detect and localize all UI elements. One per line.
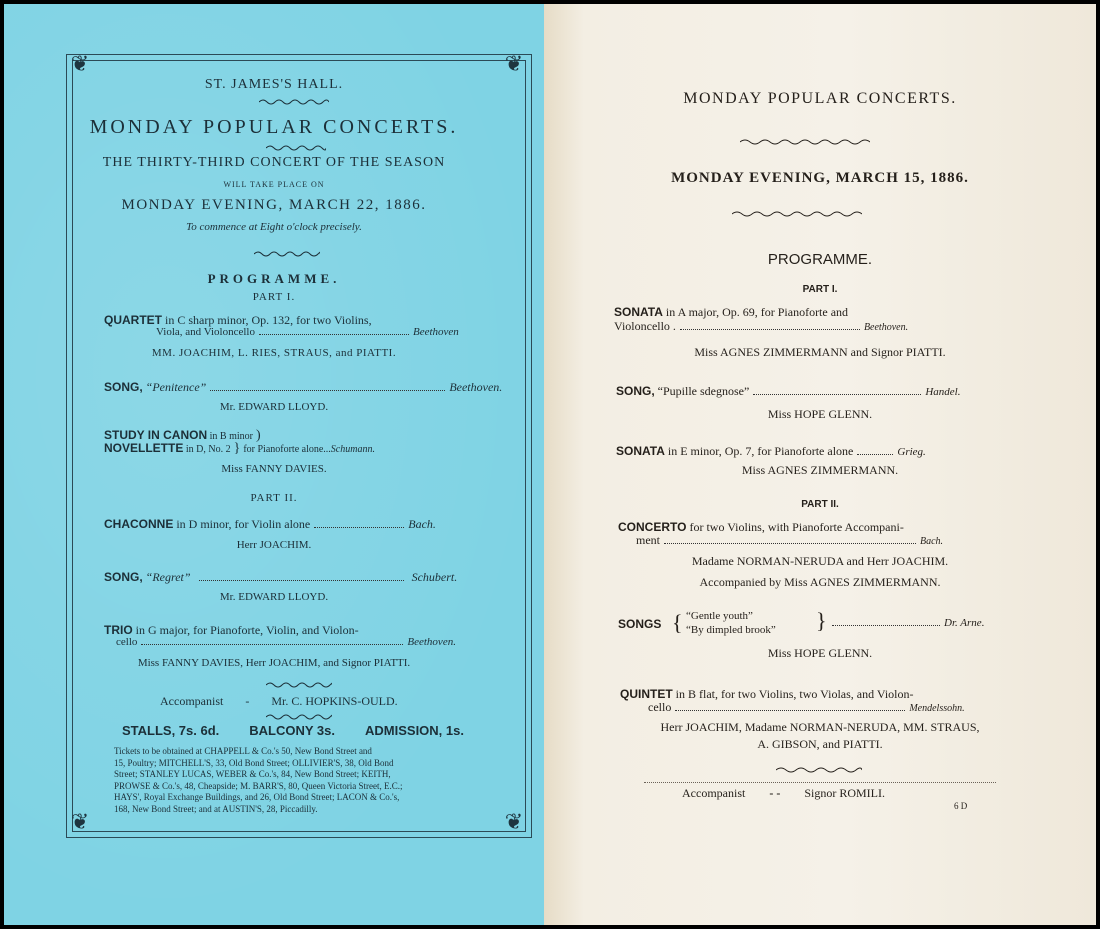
programme-item xyxy=(616,384,960,399)
ticket-agents xyxy=(114,746,490,815)
accompanist-line xyxy=(682,786,885,801)
composer: Mendelssohn. xyxy=(909,703,965,714)
composer: Schubert. xyxy=(411,570,458,584)
accompanist-name: Mr. C. HOPKINS-OULD. xyxy=(271,694,398,708)
balcony-price: BALCONY 3s. xyxy=(249,723,336,738)
work-title: TRIO xyxy=(104,623,133,637)
performers: Miss FANNY DAVIES, Herr JOACHIM, and Signor PIATTI. xyxy=(137,657,411,669)
flourish-icon: ❦ xyxy=(70,809,90,834)
performers: A. GIBSON, and PIATTI. xyxy=(757,737,883,751)
performers: Herr JOACHIM, Madame NORMAN-NERUDA, MM. STRAUS, xyxy=(660,720,980,734)
performers: Miss HOPE GLENN. xyxy=(767,407,873,421)
programme-item xyxy=(104,570,457,585)
work-description: for two Violins, with Pianoforte Accompani- xyxy=(686,520,904,534)
work-description: in C sharp minor, Op. 132, for two Violins, xyxy=(162,313,372,327)
performers: MM. JOACHIM, L. RIES, STRAUS, and PIATTI. xyxy=(151,347,397,359)
wavy-rule xyxy=(732,210,862,218)
performers: Herr JOACHIM. xyxy=(236,539,312,551)
wavy-rule xyxy=(740,138,870,146)
venue-heading: ST. JAMES'S HALL. xyxy=(204,77,344,92)
work-title: SONG, xyxy=(104,380,143,394)
brace: } xyxy=(816,608,827,633)
flourish-icon: ❦ xyxy=(504,51,524,76)
ticket-line: 15, Poultry; MITCHELL'S, 33, Old Bond Street; OLLIVIER'S, 38, Old Bond xyxy=(114,757,394,768)
work-description: cello xyxy=(648,700,672,714)
performers: Mr. EDWARD LLOYD. xyxy=(219,591,329,603)
work-description: Violoncello . xyxy=(614,319,676,333)
composer: Bach. xyxy=(408,517,436,531)
wavy-rule xyxy=(776,766,862,774)
work-title: SONATA xyxy=(616,444,665,458)
work-description: in A major, Op. 69, for Pianoforte and xyxy=(662,305,849,319)
work-title: SONG, xyxy=(104,570,143,584)
work-description: cello xyxy=(116,636,138,648)
composer: Beethoven. xyxy=(449,380,503,394)
work-title: SONATA xyxy=(614,305,663,319)
admission-price: ADMISSION, 1s. xyxy=(365,723,464,738)
work-description: in B minor xyxy=(207,431,253,442)
ticket-line: 168, New Bond Street; and at AUSTIN'S, 28, Piccadilly. xyxy=(114,803,318,814)
wavy-rule xyxy=(266,681,332,689)
performers: Miss FANNY DAVIES. xyxy=(221,463,327,475)
programme-item-cont xyxy=(648,700,965,715)
concert-date: MONDAY EVENING, MARCH 15, 1886. xyxy=(671,170,969,186)
performers: Miss HOPE GLENN. xyxy=(767,646,873,660)
part-heading: PART II. xyxy=(801,499,839,510)
prices-line xyxy=(122,723,464,738)
work-title: CONCERTO xyxy=(618,520,687,534)
work-title: QUARTET xyxy=(104,313,162,327)
next-concert-page xyxy=(4,4,544,925)
work-title: STUDY IN CANON xyxy=(104,428,208,442)
performers: Miss AGNES ZIMMERMANN and Signor PIATTI. xyxy=(694,345,946,359)
ticket-line: Tickets to be obtained at CHAPPELL & Co.'s 50, New Bond Street and xyxy=(114,746,372,756)
programme-item-cont xyxy=(828,617,984,629)
programme-page xyxy=(544,4,1096,925)
wavy-rule xyxy=(259,98,329,106)
programme-item xyxy=(618,617,661,632)
programme-item xyxy=(614,305,848,320)
flourish-icon: ❦ xyxy=(70,51,90,76)
ticket-line: Street; STANLEY LUCAS, WEBER & Co.'s, 84, New Bond Street; KEITH, xyxy=(114,769,391,779)
work-description: ment xyxy=(636,533,660,547)
programme-item: STUDY IN CANON in B minor ) xyxy=(104,428,261,443)
programme-item-cont xyxy=(156,326,459,338)
programme-item-cont xyxy=(116,636,456,648)
wavy-rule xyxy=(254,250,320,258)
work-description: in B flat, for two Violins, two Violas, and Violon- xyxy=(672,687,914,701)
composer: Bach. xyxy=(920,536,944,547)
programme-item-cont: NOVELLETTE in D, No. 2 } for Pianoforte alone...Schumann. xyxy=(104,441,375,456)
divider xyxy=(644,782,996,783)
part-heading: PART I. xyxy=(252,291,296,303)
part-heading: PART I. xyxy=(802,284,838,295)
performers: Madame NORMAN-NERUDA and Herr JOACHIM. xyxy=(691,554,949,568)
work-title: NOVELLETTE xyxy=(104,441,184,455)
composer: Grieg. xyxy=(897,446,926,458)
ticket-line: HAYS', Royal Exchange Buildings, and 26, Old Bond Street; LACON & Co.'s, xyxy=(114,792,400,802)
work-title: QUINTET xyxy=(620,687,673,701)
programme-heading: PROGRAMME. xyxy=(207,271,341,286)
composer: Handel. xyxy=(925,386,961,398)
programme-item xyxy=(104,380,502,395)
work-description: “Penitence” xyxy=(142,380,207,394)
composer: Beethoven xyxy=(412,326,459,338)
work-description: in E minor, Op. 7, for Pianoforte alone xyxy=(664,444,854,458)
composer: Dr. Arne. xyxy=(944,617,985,629)
part-heading: PART II. xyxy=(250,492,298,504)
programme-item-cont xyxy=(614,319,908,334)
accompanist-line xyxy=(160,694,398,709)
concert-number: THE THIRTY-THIRD CONCERT OF THE SEASON xyxy=(102,155,446,170)
work-description: Viola, and Violoncello xyxy=(156,326,255,338)
work-title: CHACONNE xyxy=(104,517,174,531)
series-title: MONDAY POPULAR CONCERTS. xyxy=(683,90,957,107)
programme-heading: PROGRAMME. xyxy=(767,251,873,268)
performers: Accompanied by Miss AGNES ZIMMERMANN. xyxy=(699,575,941,589)
ticket-line: PROWSE & Co.'s, 48, Cheapside; M. BARR'S, 80, Queen Victoria Street, E.C.; xyxy=(114,780,403,791)
song-title: “By dimpled brook” xyxy=(686,624,776,636)
dash: - - xyxy=(769,786,781,800)
composer: Beethoven. xyxy=(863,322,909,333)
will-take-place: WILL TAKE PLACE ON xyxy=(223,180,325,189)
song-title: “Gentle youth” xyxy=(686,610,753,622)
work-description: for Pianoforte alone... xyxy=(243,444,331,455)
work-description: “Regret” xyxy=(142,570,191,584)
work-title: SONG, xyxy=(616,384,655,398)
series-title: MONDAY POPULAR CONCERTS. xyxy=(89,116,459,138)
concert-date: MONDAY EVENING, MARCH 22, 1886. xyxy=(121,197,427,213)
accompanist-label: Accompanist xyxy=(160,694,224,708)
performers: Miss AGNES ZIMMERMANN. xyxy=(741,463,899,477)
programme-item-cont xyxy=(636,533,943,548)
stalls-price: STALLS, 7s. 6d. xyxy=(122,723,220,738)
work-description: in G major, for Pianoforte, Violin, and Violon- xyxy=(132,623,359,637)
accompanist-label: Accompanist xyxy=(682,786,746,800)
page-mark: 6 D xyxy=(954,801,968,811)
work-title: SONGS xyxy=(618,617,662,631)
dash: - xyxy=(245,694,250,708)
accompanist-name: Signor ROMILI. xyxy=(804,786,885,800)
work-description: “Pupille sdegnose” xyxy=(654,384,750,398)
flourish-icon: ❦ xyxy=(504,809,524,834)
programme-item xyxy=(104,517,436,532)
programme-item xyxy=(616,444,926,459)
wavy-rule xyxy=(266,713,332,721)
composer: Beethoven. xyxy=(407,636,456,648)
work-description: in D, No. 2 xyxy=(183,444,231,455)
work-description: in D minor, for Violin alone xyxy=(173,517,311,531)
composer: Schumann. xyxy=(330,444,375,455)
commence-time: To commence at Eight o'clock precisely. xyxy=(186,221,362,233)
performers: Mr. EDWARD LLOYD. xyxy=(219,401,329,413)
brace: { xyxy=(672,610,683,635)
wavy-rule xyxy=(266,144,326,152)
